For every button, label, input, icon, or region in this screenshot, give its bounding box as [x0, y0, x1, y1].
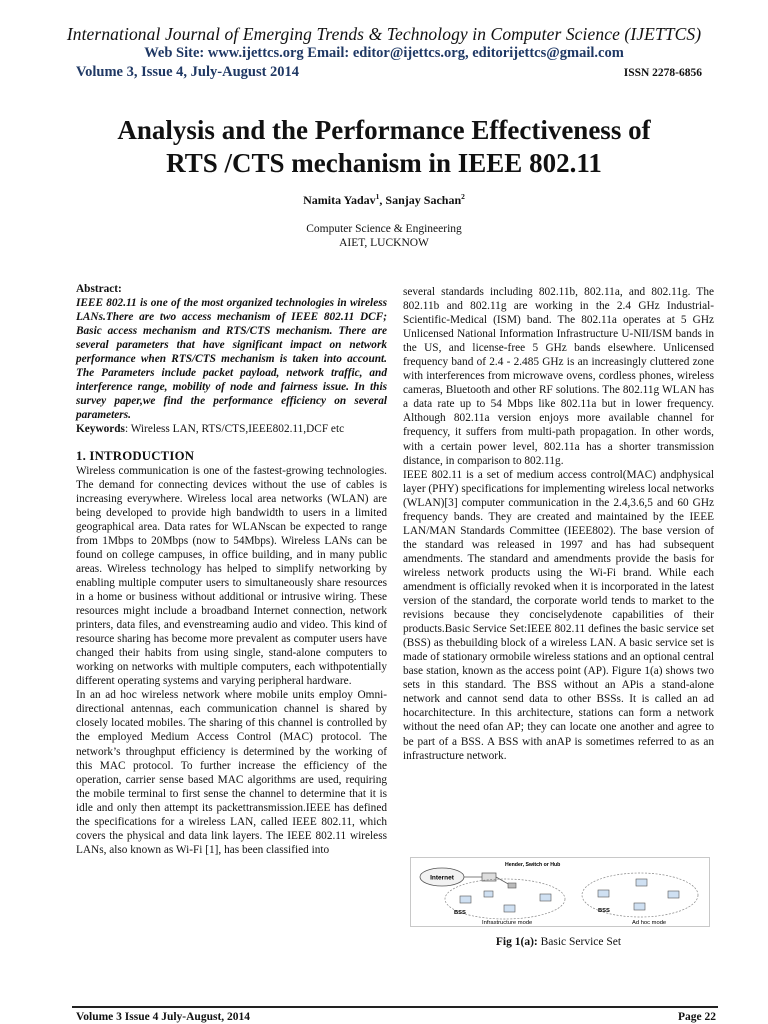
- author-2: , Sanjay Sachan: [379, 193, 462, 207]
- affiliation: [0, 223, 768, 250]
- paper-title-line-2: RTS /CTS mechanism in IEEE 802.11: [166, 148, 602, 178]
- affiliation-dept: Computer Science & Engineering: [306, 223, 462, 235]
- figure-caption: [403, 936, 714, 948]
- journal-title: International Journal of Emerging Trends & Technology in Computer Science (IJETTCS): [66, 24, 702, 44]
- internet-cloud-icon: [420, 868, 464, 886]
- affiliation-institute: AIET, LUCKNOW: [339, 236, 429, 249]
- author-2-affil-mark: 2: [461, 192, 465, 201]
- figure-basic-service-set: [410, 857, 710, 927]
- journal-volume: Volume 3, Issue 4, July-August 2014: [76, 64, 300, 80]
- author-1: Namita Yadav: [303, 193, 376, 207]
- footer-page-number: Page 22: [677, 1011, 716, 1023]
- author-1-affil-mark: 1: [375, 192, 380, 201]
- intro-paragraph-1: Wireless communication is one of the fastest-growing technologies. The demand for connecting devices without the use of cables is increasing everywhere. Wireless local area networks (WLAN) are being developed to provide high bandwidth to users in a limited geographical area. Data rates for WLANscan be expected to range from 1Mbps to 20Mbps (now to 54Mbps). Wireless LANs can be found on college campuses, in office building, and in many public areas. Wireless technology has helped to simplify networking by enabling multiple computer users to simultaneously share resources in a home or business without additional or intrusive wiring. These resources might include a broadband Internet connection, network printers, data files, and evenstreaming audio and video. This kind of resource sharing has become more prevalent as computer users have changed their habits from using single, stand-alone computers to working on networks with multiple computers, each withpotentially different operating systems and varying peripheral hardware.: [76, 464, 387, 688]
- bss-label-2: BSS: [598, 908, 610, 914]
- keywords-label: Keywords: [76, 423, 125, 436]
- journal-issn: ISSN 2278-6856: [623, 67, 702, 79]
- paper-title: [0, 114, 768, 180]
- footer-rule: [72, 1006, 718, 1008]
- footer-volume: Volume 3 Issue 4 July-August, 2014: [76, 1011, 251, 1023]
- journal-contact: Web Site: www.ijettcs.org Email: editor@ijettcs.org, editorijettcs@gmail.com: [144, 45, 624, 61]
- infrastructure-mode-label: Infrastructure mode: [482, 920, 533, 926]
- authors: [0, 192, 768, 208]
- keywords: [76, 422, 387, 436]
- section-heading-introduction: 1. INTRODUCTION: [76, 448, 195, 463]
- figure-caption-text: Basic Service Set: [537, 936, 622, 948]
- abstract-body: IEEE 802.11 is one of the most organized technologies in wireless LANs.There are two access mechanism of IEEE 802.11 DCF; Basic access mechanism and RTS/CTS mechanism. There are several parameters that have significant impact on network performance when RTS/CTS mechanism is taken into account. The Parameters include packet payload, network traffic, and interference range, mobility of node and fairness issue. In this survey paper,we find the performance efficiency on several parameters.: [76, 297, 387, 422]
- intro-paragraph-2: In an ad hoc wireless network where mobile units employ Omni-directional antennas, each communication channel is shared by closely located mobiles. The sharing of this channel is controlled by the employed Medium Access Control (MAC) protocol. The network’s throughput efficiency is determined by the working of this MAC protocol. To further increase the efficiency of the operation, carrier sense based MAC algorithms are used, requiring the mobile terminal to first sense the channel to determine that it is idle and only then attempt its packettransmission.IEEE has defined the specifications for a wireless LAN, called IEEE 802.11, which covers the physical and data link layers. The IEEE 802.11 wireless LANs, also known as Wi-Fi [1], has been classified into: [76, 689, 387, 856]
- bss-label-1: BSS: [454, 910, 466, 916]
- intro-paragraph-3: several standards including 802.11b, 802.11a, and 802.11g. The 802.11b and 802.11g are working in the 2.4 GHz Industrial-Scientific-Medical (ISM) band. The 802.11a operates at 5 GHz Unlicensed National Information Infrastructure U-NII/ISM bands in the US, and license-free 5 GHz bands elsewhere. Unlicensed frequency band of 2.4 - 2.485 GHz is an increasingly cluttered zone with interferences from microwave ovens, cordless phones, wireless cameras, Bluetooth and other RF solutions. The 802.11g WLAN has a data rate up to 54 Mbps like 802.11a but in lower frequency. Although 802.11a version enjoys more available channel for frequency, it suffers from multi-path propagation. In other words, with a certain power level, 802.11a has a shorter transmission distance, in comparison to 802.11g.: [403, 286, 714, 467]
- access-point-icon: [508, 883, 516, 888]
- adhoc-mode-label: Ad hoc mode: [632, 920, 667, 926]
- abstract-heading: Abstract:: [76, 283, 122, 295]
- figure-caption-label: Fig 1(a):: [495, 936, 538, 948]
- internet-label: Internet: [430, 874, 454, 882]
- right-column: [403, 285, 714, 763]
- intro-paragraph-4: IEEE 802.11 is a set of medium access control(MAC) andphysical layer (PHY) specifications for implementing wireless local networks (WLAN)[3] computer communication in the 2.4,3.6,5 and 60 GHz frequency bands. They are created and maintained by the IEEE LAN/MAN Standards Committee (IEEE802). The base version of the standard was released in 1997 and has had subsequent amendments. The standard and amendments provide the basis for wireless network products using the Wi-Fi brand. While each amendment is officially revoked when it is incorporated in the latest version of the standard, the corporate world tends to market to the revisions because they conciselydenote capabilities of their products.Basic Service Set:IEEE 802.11 defines the basic service set (BSS) as thebuilding block of a wireless LAN. A basic service set is made of stationary ormobile wireless stations and an optional central base station, known as the access point (AP). Figure 1(a) shows two sets in this standard. The BSS without an APis a stand-alone network and cannot send data to other BSSs. It is called an ad hocarchitecture. In this architecture, stations can form a network without the need ofan AP; they can locate one another and agree to be part of a BSS. A BSS with anAP is sometimes referred to as an infrastructure network.: [403, 468, 714, 762]
- paper-title-line-1: Analysis and the Performance Effectiveness of: [117, 115, 651, 145]
- left-column: [76, 282, 387, 857]
- keywords-list: : Wireless LAN, RTS/CTS,IEEE802.11,DCF etc: [124, 423, 345, 436]
- switch-label: Hender, Switch or Hub: [505, 862, 561, 868]
